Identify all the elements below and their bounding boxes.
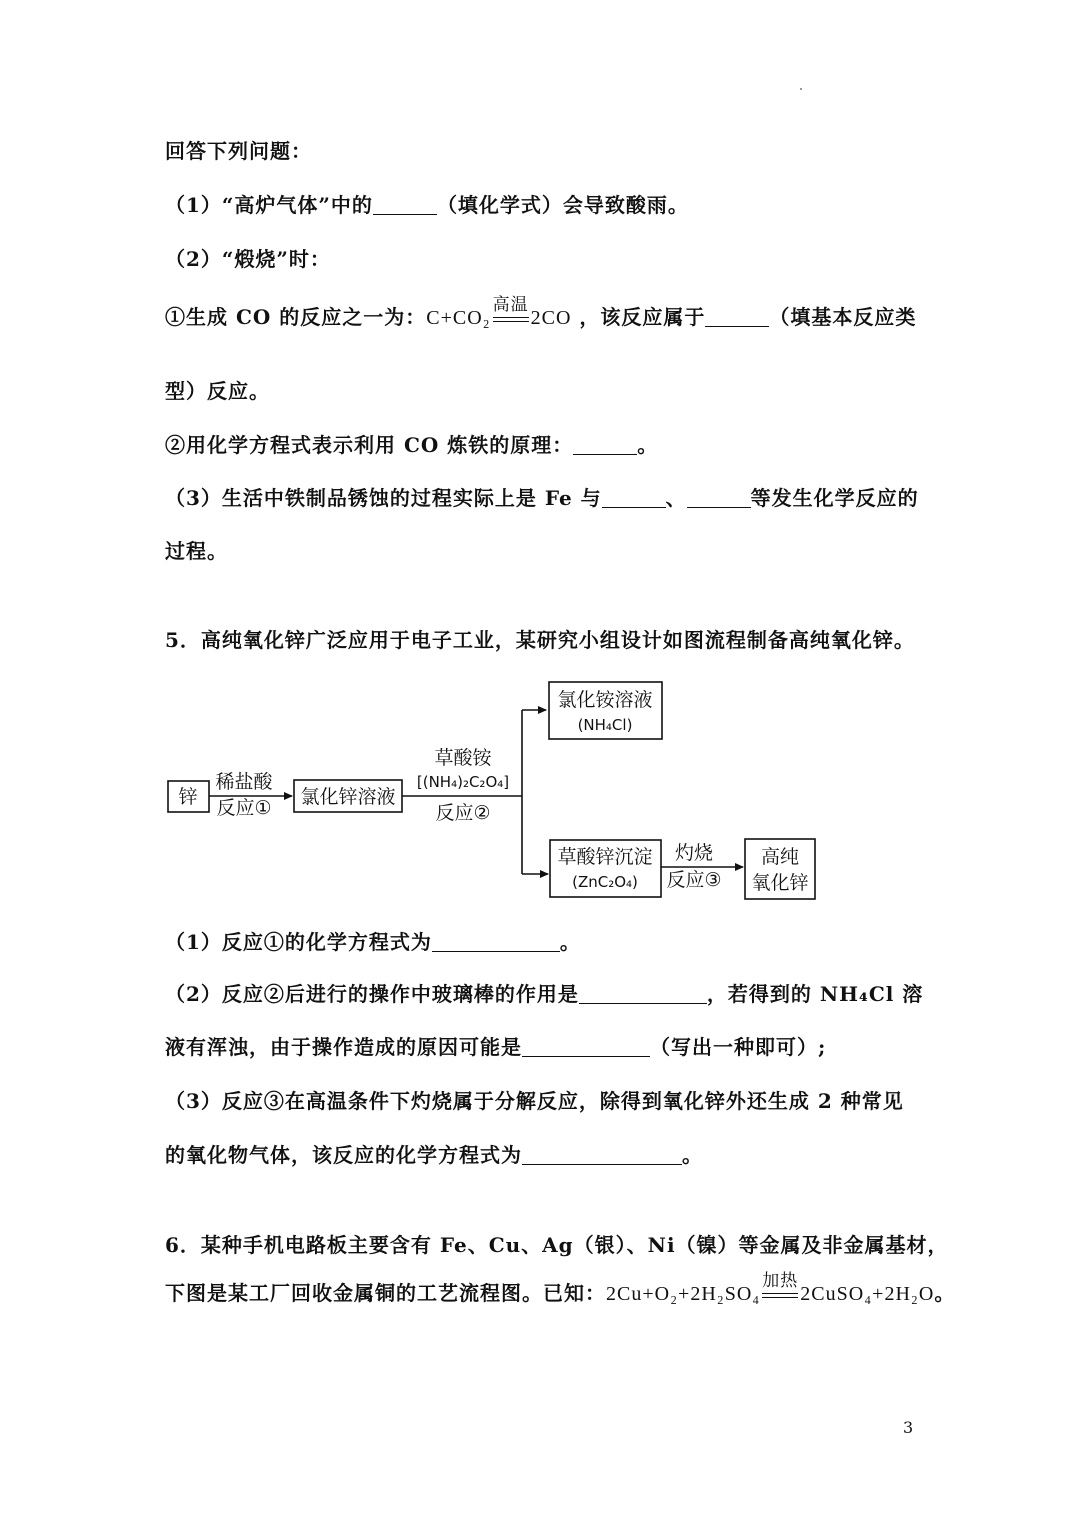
q4-3-cont: 过程。 — [165, 539, 228, 563]
q5-2-text-end: ，若得到的 NH₄Cl 溶 — [706, 982, 924, 1006]
eq2-products: 2CuSO₄+2H₂O — [800, 1283, 935, 1306]
reaction-3-label: 反应③ — [666, 869, 722, 891]
q6-known-end: 。 — [934, 1281, 956, 1306]
nh4cl-label: 氯化铵溶液 — [557, 689, 653, 711]
reagent-1-label: 稀盐酸 — [215, 771, 273, 793]
q4-2-1-cont: 型）反应。 — [165, 379, 270, 403]
q4-1-text-end: （填化学式）会导致酸雨。 — [436, 193, 689, 217]
q5-3-cont-text: 的氧化物气体，该反应的化学方程式为 — [165, 1143, 522, 1167]
q5-2-cont — [165, 1031, 920, 1060]
q4-1-text: （1）“高炉气体”中的 — [165, 193, 373, 217]
q5-3: （3）反应③在高温条件下灼烧属于分解反应，除得到氧化锌外还生成 2 种常见 — [165, 1089, 904, 1113]
eq2-reactants: 2Cu+O₂+2H₂SO₄ — [606, 1283, 761, 1306]
q5-2 — [165, 978, 924, 1007]
q4-2: （2）“煅烧”时： — [165, 247, 331, 271]
q5-3-cont-end: 。 — [682, 1143, 703, 1167]
q4-2-1-text-end: （填基本反应类 — [769, 305, 917, 330]
q6-known-text: 下图是某工厂回收金属铜的工艺流程图。已知： — [165, 1281, 606, 1306]
q6-known — [165, 1271, 956, 1320]
reaction-2-label: 反应② — [435, 802, 491, 824]
product-label-1: 高纯 — [760, 846, 800, 868]
eq1-condition-text: 高温 — [492, 295, 529, 314]
reagent-2-formula: [(NH₄)₂C₂O₄] — [416, 773, 510, 791]
q6-intro: 6．某种手机电路板主要含有 Fe、Cu、Ag（银）、Ni（镍）等金属及非金属基材， — [165, 1233, 949, 1257]
page-number: 3 — [903, 1418, 914, 1437]
znc2o4-label: 草酸锌沉淀 — [557, 846, 653, 868]
zncl2-label: 氯化锌溶液 — [300, 786, 396, 808]
reagent-2-label: 草酸铵 — [434, 747, 492, 769]
q4-2-1-text-mid: ，该反应属于 — [579, 305, 706, 330]
reaction-1-label: 反应① — [216, 797, 272, 819]
q5-title: 5．高纯氧化锌广泛应用于电子工业，某研究小组设计如图流程制备高纯氧化锌。 — [165, 628, 915, 652]
q4-2-1-text: ①生成 CO 的反应之一为： — [165, 305, 427, 330]
q4-2-2-text-end: 。 — [637, 433, 659, 457]
q4-3-text: （3）生活中铁制品锈蚀的过程实际上是 Fe 与 — [165, 486, 602, 510]
intro-line: 回答下列问题： — [165, 139, 312, 163]
q5-1 — [165, 926, 920, 955]
q5-3-cont — [165, 1139, 920, 1168]
answer-blank[interactable] — [522, 1036, 650, 1057]
q5-2-text: （2）反应②后进行的操作中玻璃棒的作用是 — [165, 982, 579, 1006]
equation-2 — [606, 1271, 935, 1306]
eq2-condition — [762, 1271, 798, 1320]
reagent-3-label: 灼烧 — [674, 842, 714, 864]
product-label-2: 氧化锌 — [751, 872, 809, 894]
answer-blank[interactable] — [522, 1144, 682, 1165]
q5-1-text: （1）反应①的化学方程式为 — [165, 930, 432, 954]
answer-blank[interactable] — [579, 983, 707, 1004]
answer-blank[interactable] — [432, 931, 560, 952]
q4-3-text-sep: 、 — [665, 486, 687, 510]
nh4cl-formula: (NH₄Cl) — [577, 716, 633, 734]
q5-2-cont-end: （写出一种即可）; — [650, 1035, 827, 1059]
q4-2-2-text: ②用化学方程式表示利用 CO 炼铁的原理： — [165, 433, 574, 457]
q5-1-text-end: 。 — [559, 930, 581, 954]
znc2o4-formula: (ZnC₂O₄) — [572, 873, 638, 891]
eq2-condition-text: 加热 — [762, 1271, 799, 1290]
eq1-reactants: C+CO₂ — [426, 307, 491, 330]
eq1-products: 2CO — [530, 307, 572, 330]
zinc-label: 锌 — [178, 786, 198, 808]
q4-3-text-end: 等发生化学反应的 — [750, 486, 919, 510]
q5-2-cont-text: 液有浑浊，由于操作造成的原因可能是 — [165, 1035, 522, 1059]
